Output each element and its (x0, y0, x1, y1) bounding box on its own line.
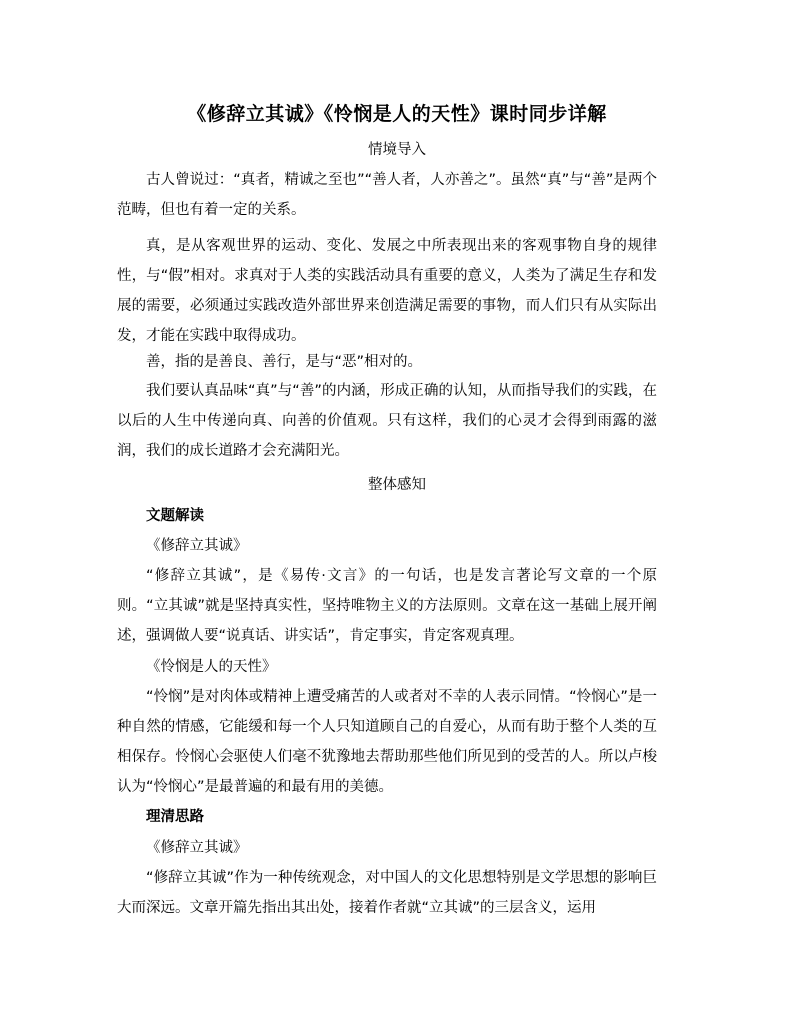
work-paragraph-2: “怜悯”是对肉体或精神上遭受痛苦的人或者对不幸的人表示同情。“怜悯心”是一种自然的情感，它能缓和每一个人只知道顾自己的自爱心，从而有助于整个人类的互相保存。怜悯心会驱使人们毫不犹豫地去帮助那些他们所见到的受苦的人。所以卢梭认为“怜悯心”是最普遍的和最有用的美德。 (117, 689, 657, 795)
intro-paragraph-4: 我们要认真品味“真”与“善”的内涵，形成正确的认知，从而指导我们的实践，在以后的人生中传递向真、向善的价值观。只有这样，我们的心灵才会得到雨露的滋润，我们的成长道路才会充满阳光。 (117, 383, 657, 459)
intro-paragraph-1: 古人曾说过：“真者，精诚之至也”“善人者，人亦善之”。虽然“真”与“善”是两个范畴，但也有着一定的关系。 (117, 172, 657, 218)
work-paragraph-1: “修辞立其诚”，是《易传·文言》的一句话，也是发言著论写文章的一个原则。“立其诚”就是坚持真实性，坚持唯物主义的方法原则。文章在这一基础上展开阐述，强调做人要“说真话、讲实话”，肯定事实，肯定客观真理。 (117, 568, 657, 644)
work-title-1: 《修辞立其诚》 (146, 538, 248, 554)
intro-heading: 情境导入 (368, 142, 426, 158)
work-paragraph-3: “修辞立其诚”作为一种传统观念，对中国人的文化思想特别是文学思想的影响巨大而深远。文章开篇先指出其出处，接着作者就“立其诚”的三层含义，运用 (117, 870, 657, 916)
document-title: 《修辞立其诚》《怜悯是人的天性》课时同步详解 (187, 103, 607, 125)
intro-paragraph-2: 真，是从客观世界的运动、变化、发展之中所表现出来的客观事物自身的规律性，与“假”相对。求真对于人类的实践活动具有重要的意义，人类为了满足生存和发展的需要，必须通过实践改造外部世界来创造满足需要的事物，而人们只有从实际出发，才能在实践中取得成功。 (117, 238, 657, 344)
work-title-2: 《怜悯是人的天性》 (146, 659, 277, 675)
work-title-3: 《修辞立其诚》 (146, 840, 248, 856)
section-heading-clarify-thinking: 理清思路 (146, 809, 204, 825)
intro-paragraph-3: 善，指的是善良、善行，是与“恶”相对的。 (146, 354, 423, 370)
overview-heading: 整体感知 (368, 477, 426, 493)
section-heading-title-interpretation: 文题解读 (146, 508, 204, 524)
